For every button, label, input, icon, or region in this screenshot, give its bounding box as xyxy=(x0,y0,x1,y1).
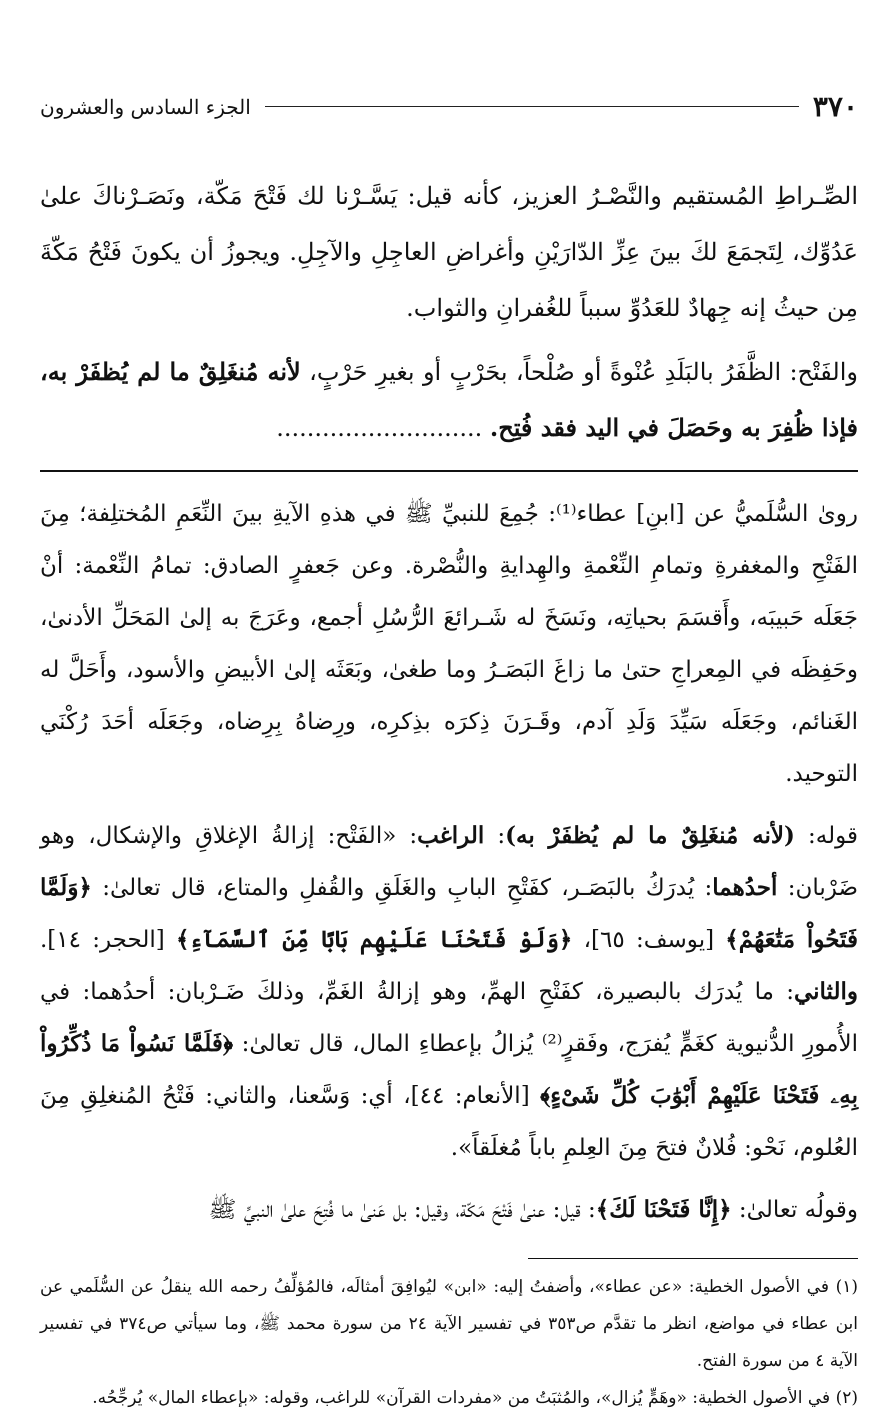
quran-verse: ﴿وَلَوْ فَتَحْنَا عَلَيْهِم بَابًا مِّنَ ٱلسَّمَآءِ﴾ xyxy=(175,926,573,953)
commentary-paragraph xyxy=(40,1184,858,1236)
commentary xyxy=(40,488,858,1236)
quran-verse: ﴿فَلَمَّا نَسُواْ مَا ذُكِّرُواْ بِهِۦ فَتَحْنَا عَلَيْهِمْ أَبْوَٰبَ كُلِّ شَىْءٍ﴾ xyxy=(40,1030,858,1109)
verse-reference: [الحجر: ١٤]. xyxy=(40,927,176,953)
quoted-lemma: (لأنه مُنغَلِقٌ ما لم يُظفَرْ به) xyxy=(505,822,795,849)
footnote-1: (١) في الأصول الخطية: «عن عطاء»، وأضفتُ إليه: «ابن» ليُوافِقَ أمثالَه، فالمُؤلِّفُ رحمه الله ينقلُ عن السُّلَمي عن ابن عطاء في مواضع، انظر ما تقدَّم ص٣٥٣ في تفسير الآية ٢٤ من سورة محمد ﷺ، وما سيأتي ص٣٧٤ في تفسير الآية ٤ من سورة الفتح. xyxy=(40,1277,859,1371)
quran-verse: ﴿وَلَمَّا فَتَحُواْ مَتَٰعَهُمْ﴾ xyxy=(40,874,858,953)
commentary-paragraph: روىٰ السُّلَميُّ عن [ابنِ] عطاء⁽¹⁾: جُمِعَ للنبيِّ ﷺ في هذهِ الآيةِ بينَ النِّعَمِ المُختلِفة؛ مِنَ الفَتْحِ والمغفرةِ وتمامِ النِّعْمةِ والهِدايةِ والنُّصْرة. وعن جَعفرٍ الصادق: تمامُ النِّعْمة: أنْ جَعَلَه حَبيبَه، وأَقسَمَ بحياتِه، ونَسَخَ له شَـرائعَ الرُّسُلِ أجمع، وعَرَجَ به إلىٰ المَحَلِّ الأدنىٰ، وحَفِظَه في المِعراجِ حتىٰ ما زاغَ البَصَـرُ وما طغىٰ، وبَعَثَه إلىٰ الأبيضِ والأسود، وأَحَلَّ له الغَنائم، وجَعَلَه سَيِّدَ وَلَدِ آدم، وقَـرَنَ ذِكرَه بذِكرِه، ورِضاهُ بِرِضاه، وجَعَلَه أحَدَ رُكْنَي التوحيد. xyxy=(40,501,859,787)
header-row xyxy=(40,90,858,123)
page xyxy=(40,90,858,1417)
footnotes xyxy=(40,1269,858,1417)
footnote-rule xyxy=(528,1258,858,1259)
header-rule xyxy=(265,106,799,107)
text-segment: : يُدرَكُ بالبَصَـر، كفَتْحِ البابِ والغَلَقِ والقُفلِ والمتاع، قال تعالىٰ: xyxy=(91,875,713,901)
bold-term: أحدُهما xyxy=(712,874,778,901)
text-segment: : ما يُدرَك بالبصيرة، كفَتْحِ الهمِّ، وهو إزالةُ الغَمِّ، وذلكَ ضَـرْبان: أحدُهما: في الأُمورِ الدُّنيوية كغَمٍّ يُفرَج، وفَقرٍ⁽²⁾ يُزالُ بإعطاءِ المال، قال تعالىٰ: xyxy=(40,979,858,1057)
text-segment: وقولُه تعالىٰ: xyxy=(731,1197,858,1223)
verse-reference: [يوسف: ٦٥]، xyxy=(572,927,726,953)
commentary-paragraph xyxy=(40,810,858,1174)
main-divider xyxy=(40,470,858,472)
source-name: الراغب xyxy=(417,822,485,849)
main-text-segment: والفَتْح: الظَّفَرُ بالبَلَدِ عُنْوةً أو صُلْحاً، بحَرْبٍ أو بغيرِ حَرْبٍ، xyxy=(300,358,858,386)
text-segment: [الأنعام: ٤٤]، أي: وَسَّعنا، والثاني: فَتْحُ المُنغلِقِ مِنَ العُلوم، نَحْو: فُلانٌ فتحَ مِنَ العِلمِ باباً مُغلَقاً». xyxy=(40,1083,858,1161)
dotted-leader: ........................... xyxy=(276,414,490,442)
main-text-bold: لأنه مُنغَلِقٌ ما لم يُظفَرْ به، فإذا ظُفِرَ به وحَصَلَ في اليد فقد فُتِح. xyxy=(40,357,858,442)
text-segment: : قيل: عنىٰ فَتْحَ مَكّة، وقيل: بل عَنىٰ ما فُتِحَ علىٰ النبيِّ ﷺ xyxy=(208,1197,596,1223)
quran-verse: ﴿إِنَّا فَتَحْنَا لَكَ﴾ xyxy=(595,1196,732,1223)
text-segment: : xyxy=(484,823,506,849)
footnote-2: (٢) في الأصول الخطية: «وهَمٍّ يُزال»، والمُثبَتُ من «مفردات القرآن» للراغب، وقوله: «بإعطاء المال» يُرجِّحُه. xyxy=(92,1388,858,1408)
running-title: الجزء السادس والعشرون xyxy=(40,94,251,119)
main-paragraph xyxy=(40,344,858,456)
main-text xyxy=(40,168,858,456)
bold-term: والثاني xyxy=(793,978,858,1005)
running-header xyxy=(40,90,858,134)
text-segment: قوله: xyxy=(794,823,859,849)
main-paragraph: الصِّـراطِ المُستقيم والنَّصْـرُ العزيز، كأنه قيل: يَسَّـرْنا لك فَتْحَ مَكّة، ونَصَـرْناكَ علىٰ عَدُوِّك، لِتَجمَعَ لكَ بينَ عِزِّ الدّارَيْنِ وأغراضِ العاجِلِ والآجِلِ. ويجوزُ أن يكونَ فَتْحُ مَكّةَ مِن حيثُ إنه جِهادٌ للعَدُوِّ سبباً للغُفرانِ والثواب. xyxy=(40,182,858,322)
text-segment: : «الفَتْح: إزالةُ الإغلاقِ والإشكال، وهو ضَرْبان: xyxy=(40,823,858,901)
page-number: ٣٧٠ xyxy=(812,90,858,123)
